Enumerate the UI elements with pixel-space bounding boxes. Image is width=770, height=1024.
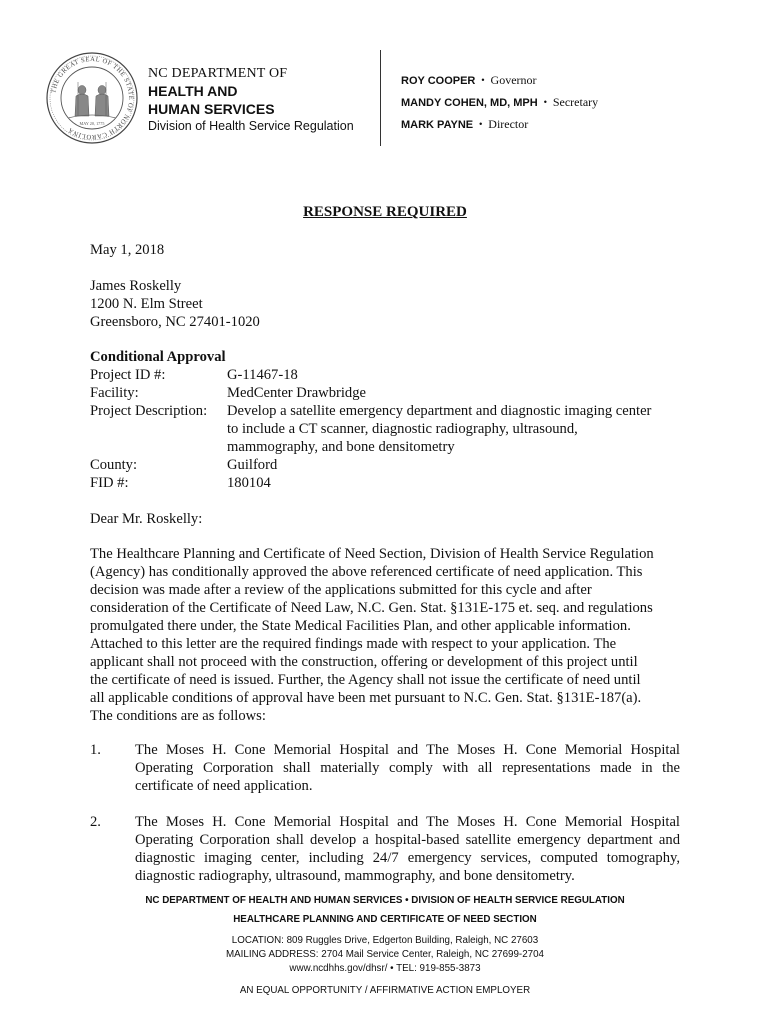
official-title: Governor xyxy=(490,73,537,87)
fid-label: FID #: xyxy=(90,475,129,491)
recipient-city: Greensboro, NC 27401-1020 xyxy=(90,314,260,330)
description-label: Project Description: xyxy=(90,403,208,419)
response-required-heading: RESPONSE REQUIRED xyxy=(303,204,467,220)
fid-value: 180104 xyxy=(227,475,271,491)
project-id-value: G-11467-18 xyxy=(227,367,298,383)
official-director: MARK PAYNE • Director xyxy=(401,117,529,131)
body-line: decision was made after a review of the applications submitted for this cycle and after xyxy=(90,582,592,598)
description-line: mammography, and bone densitometry xyxy=(227,439,455,455)
state-seal-icon xyxy=(46,52,138,144)
condition-line: Operating Corporation shall develop a hospital-based satellite emergency department and xyxy=(135,832,680,848)
footer-website-phone: www.ncdhhs.gov/dhsr/ • TEL: 919-855-3873 xyxy=(289,963,481,974)
body-line: (Agency) has conditionally approved the above referenced certificate of need application. This xyxy=(90,564,643,580)
description-line: Develop a satellite emergency department and diagnostic imaging center xyxy=(227,403,652,419)
body-line: all applicable conditions of approval have been met pursuant to N.C. Gen. Stat. §131E-187(a). xyxy=(90,690,642,706)
condition-line: certificate of need application. xyxy=(135,778,313,794)
official-name: ROY COOPER xyxy=(401,75,476,87)
letter-date: May 1, 2018 xyxy=(90,242,165,258)
condition-line: Operating Corporation shall materially comply with all representations made in the xyxy=(135,760,680,776)
body-paragraph xyxy=(90,545,690,725)
dept-line-1: NC DEPARTMENT OF xyxy=(148,66,288,81)
svg-text:THE GREAT SEAL OF THE STATE OF: THE GREAT SEAL OF THE STATE OF NORTH CAROLINA xyxy=(50,55,135,141)
footer-mailing-address: MAILING ADDRESS: 2704 Mail Service Center, Raleigh, NC 27699-2704 xyxy=(225,949,544,960)
approval-heading: Conditional Approval xyxy=(90,349,226,365)
condition-number: 1. xyxy=(90,742,101,758)
footer-department: NC DEPARTMENT OF HEALTH AND HUMAN SERVICES • DIVISION OF HEALTH SERVICE REGULATION xyxy=(145,895,625,906)
body-line: the certificate of need is issued. Further, the Agency shall not issue the certificate of need until xyxy=(90,672,641,688)
official-title: Secretary xyxy=(552,95,599,109)
condition-line: diagnostic radiography, ultrasound, mammography, and bone densitometry. xyxy=(135,868,575,884)
county-label: County: xyxy=(90,457,138,473)
body-line: consideration of the Certificate of Need Law, N.C. Gen. Stat. §131E-175 et. seq. and regulations xyxy=(90,600,653,616)
condition-line: The Moses H. Cone Memorial Hospital and The Moses H. Cone Memorial Hospital xyxy=(135,742,680,758)
footer-eeo-statement: AN EQUAL OPPORTUNITY / AFFIRMATIVE ACTION EMPLOYER xyxy=(239,985,531,996)
official-name: MARK PAYNE xyxy=(401,119,474,131)
condition-number: 2. xyxy=(90,814,101,830)
header-divider xyxy=(380,50,381,146)
department-block xyxy=(148,66,354,134)
footer-section: HEALTHCARE PLANNING AND CERTIFICATE OF NEED SECTION xyxy=(233,914,537,925)
body-line: applicant shall not proceed with the construction, offering or development of this project until xyxy=(90,654,638,670)
body-line: The conditions are as follows: xyxy=(90,708,266,724)
description-line: to include a CT scanner, diagnostic radiography, ultrasound, xyxy=(227,421,578,437)
body-line: promulgated there under, the State Medical Facilities Plan, and other applicable information. xyxy=(90,618,631,634)
facility-value: MedCenter Drawbridge xyxy=(227,385,366,401)
condition-line: diagnostic imaging center, including 24/7 emergency services, computed tomography, xyxy=(135,850,680,866)
project-id-label: Project ID #: xyxy=(90,367,166,383)
condition-item xyxy=(135,813,680,885)
body-line: Attached to this letter are the required findings made with respect to your application. The xyxy=(90,636,617,652)
official-name: MANDY COHEN, MD, MPH xyxy=(401,97,538,109)
dept-line-3: HUMAN SERVICES xyxy=(148,101,275,117)
official-title: Director xyxy=(488,117,529,131)
condition-item xyxy=(135,741,680,795)
facility-label: Facility: xyxy=(90,385,139,401)
official-governor: ROY COOPER • Governor xyxy=(401,73,537,87)
recipient-name: James Roskelly xyxy=(90,278,182,294)
division-name: Division of Health Service Regulation xyxy=(148,119,354,133)
condition-line: The Moses H. Cone Memorial Hospital and The Moses H. Cone Memorial Hospital xyxy=(135,814,680,830)
body-line: The Healthcare Planning and Certificate of Need Section, Division of Health Service Regulation xyxy=(90,546,654,562)
official-secretary: MANDY COHEN, MD, MPH • Secretary xyxy=(401,95,599,109)
svg-text:MAY 20, 1775: MAY 20, 1775 xyxy=(79,121,105,126)
county-value: Guilford xyxy=(227,457,278,473)
officials-list xyxy=(401,72,598,138)
salutation: Dear Mr. Roskelly: xyxy=(90,511,203,527)
dept-line-2: HEALTH AND xyxy=(148,83,238,99)
footer-location: LOCATION: 809 Ruggles Drive, Edgerton Building, Raleigh, NC 27603 xyxy=(231,935,539,946)
recipient-street: 1200 N. Elm Street xyxy=(90,296,203,312)
